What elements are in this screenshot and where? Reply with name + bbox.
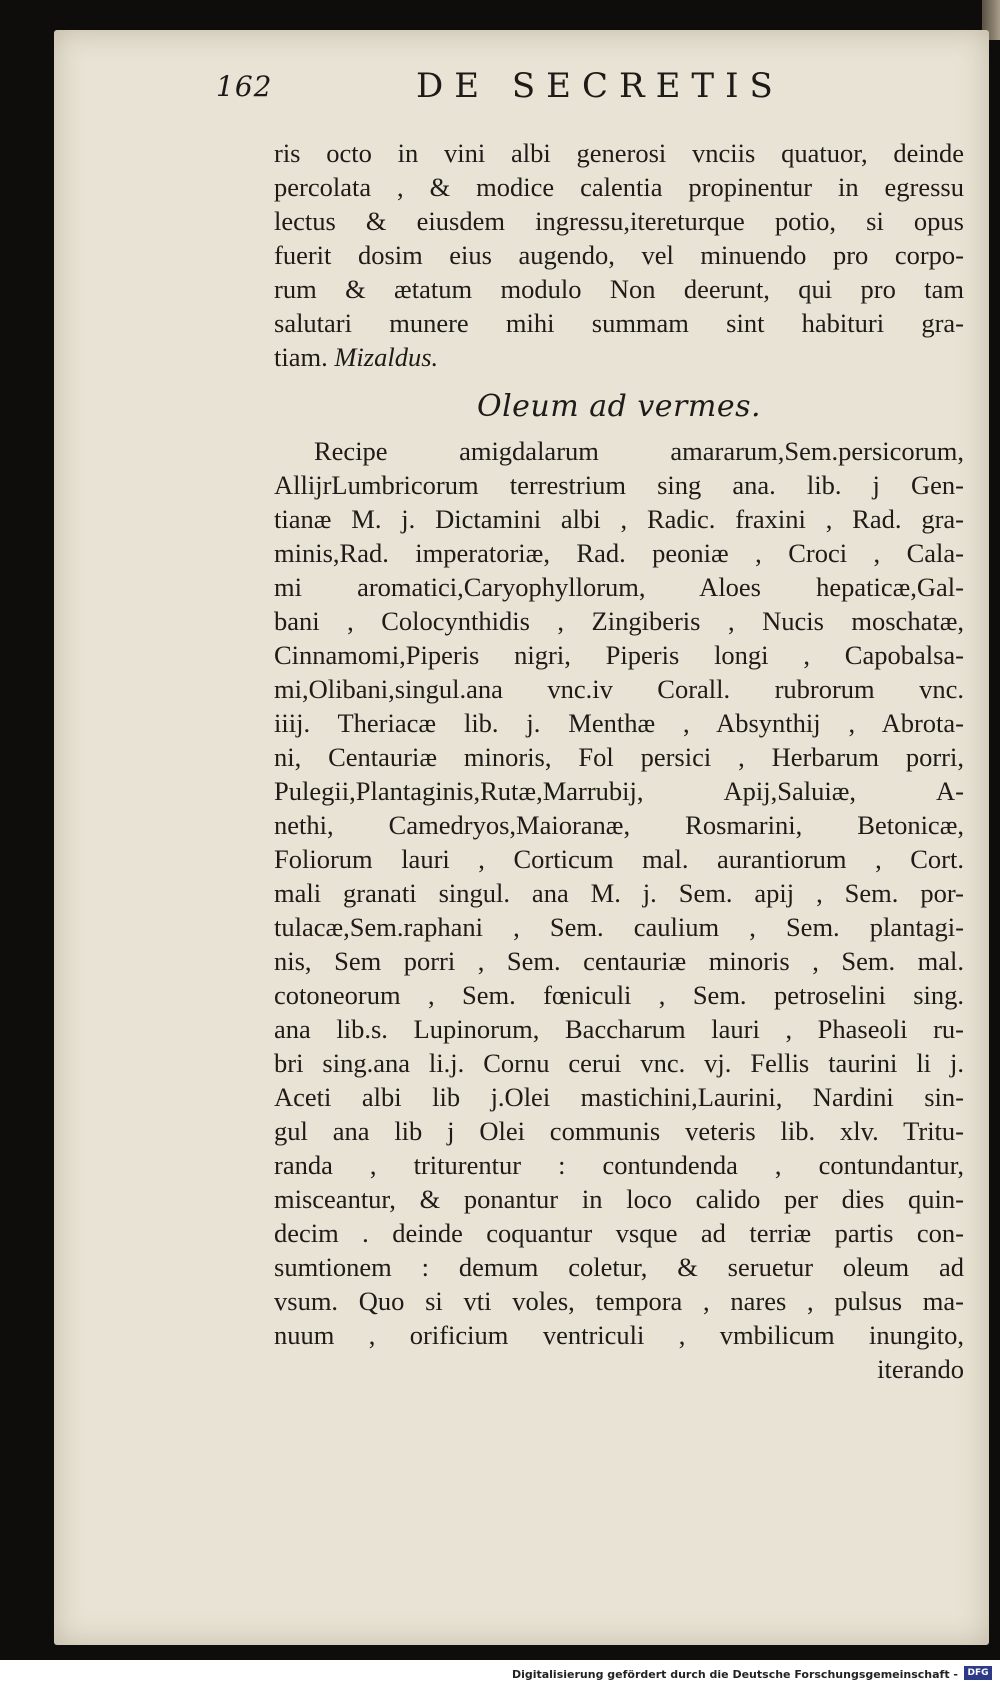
text-line: Pulegii,Plantaginis,Rutæ,Marrubij, Apij,Saluiæ, A-	[274, 776, 964, 806]
text-line: fuerit dosim eius augendo, vel minuendo pro corpo-	[274, 240, 964, 270]
text-line: Foliorum lauri , Corticum mal. aurantiorum , Cort.	[274, 844, 964, 874]
text-line: nis, Sem porri , Sem. centauriæ minoris , Sem. mal.	[274, 946, 964, 976]
text-line: mi aromatici,Caryophyllorum, Aloes hepaticæ,Gal-	[274, 572, 964, 602]
text-line: randa , triturentur : contundenda , contundantur,	[274, 1150, 964, 1180]
text-line: tianæ M. j. Dictamini albi , Radic. fraxini , Rad. gra-	[274, 504, 964, 534]
page-number: 162	[216, 70, 273, 103]
text-line: Recipe amigdalarum amararum,Sem.persicorum,	[314, 436, 964, 466]
dfg-logo: DFG	[964, 1666, 992, 1680]
section-heading: Oleum ad vermes.	[476, 389, 762, 424]
text-line: misceantur, & ponantur in loco calido per dies quin-	[274, 1184, 964, 1214]
running-head	[216, 66, 964, 114]
paragraph-continued	[274, 136, 964, 374]
text-line: cotoneorum , Sem. fœniculi , Sem. petroselini sing.	[274, 980, 964, 1010]
text-line: percolata , & modice calentia propinentur in egressu	[274, 172, 964, 202]
text-line: gul ana lib j Olei communis veteris lib. xlv. Tritu-	[274, 1116, 964, 1146]
text-line	[274, 340, 964, 374]
text-line: decim . deinde coquantur vsque ad terriæ partis con-	[274, 1218, 964, 1248]
text-line: ni, Centauriæ minoris, Fol persici , Herbarum porri,	[274, 742, 964, 772]
text-line: ris octo in vini albi generosi vnciis quatuor, deinde	[274, 138, 964, 168]
text-line: AllijrLumbricorum terrestrium sing ana. lib. j Gen-	[274, 470, 964, 500]
text-line: iiij. Theriacæ lib. j. Menthæ , Absynthij , Abrota-	[274, 708, 964, 738]
text-line: nuum , orificium ventriculi , vmbilicum inungito,	[274, 1320, 964, 1350]
text-line: bri sing.ana li.j. Cornu cerui vnc. vj. Fellis taurini li j.	[274, 1048, 964, 1078]
text-line: mali granati singul. ana M. j. Sem. apij , Sem. por-	[274, 878, 964, 908]
author-name: Mizaldus.	[334, 342, 439, 372]
text-line: rum & ætatum modulo Non deerunt, qui pro tam	[274, 274, 964, 304]
text-line: minis,Rad. imperatoriæ, Rad. peoniæ , Croci , Cala-	[274, 538, 964, 568]
text-line: mi,Olibani,singul.ana vnc.iv Corall. rubrorum vnc.	[274, 674, 964, 704]
page-title: DE SECRETIS	[416, 66, 784, 106]
text-line: Cinnamomi,Piperis nigri, Piperis longi , Capobalsa-	[274, 640, 964, 670]
funding-notice: Digitalisierung gefördert durch die Deutsche Forschungsgemeinschaft -	[511, 1668, 958, 1681]
text-line: ana lib.s. Lupinorum, Baccharum lauri , Phaseoli ru-	[274, 1014, 964, 1044]
text-line: nethi, Camedryos,Maioranæ, Rosmarini, Betonicæ,	[274, 810, 964, 840]
text-line: lectus & eiusdem ingressu,itereturque potio, si opus	[274, 206, 964, 236]
digitization-footer	[0, 1660, 1000, 1687]
text-line: bani , Colocynthidis , Zingiberis , Nucis moschatæ,	[274, 606, 964, 636]
text-line: tulacæ,Sem.raphani , Sem. caulium , Sem. plantagi-	[274, 912, 964, 942]
text-line: Aceti albi lib j.Olei mastichini,Laurini, Nardini sin-	[274, 1082, 964, 1112]
page-text	[274, 136, 964, 1386]
text-line: salutari munere mihi summam sint habituri gra-	[274, 308, 964, 338]
text-line: vsum. Quo si vti voles, tempora , nares , pulsus ma-	[274, 1286, 964, 1316]
text-line: sumtionem : demum coletur, & seruetur oleum ad	[274, 1252, 964, 1282]
recipe-paragraph	[274, 434, 964, 1386]
text-line-end: tiam.	[274, 342, 328, 372]
catchword: iterando	[877, 1354, 964, 1384]
